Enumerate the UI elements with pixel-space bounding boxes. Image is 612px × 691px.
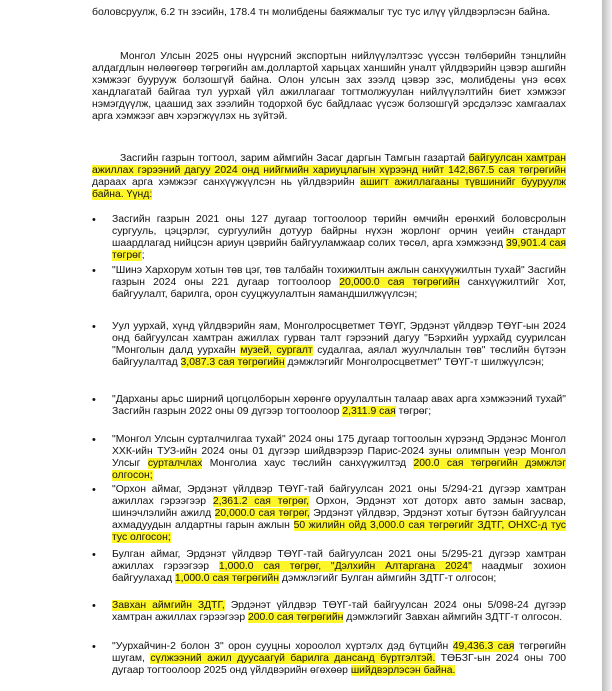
bullet-item: "Шинэ Хархорум хотын төв цэг, төв талбайн тохижилтын ажлын санхүүжилтын тухай" Засгийн газрын 2024 оны 221 дугаар тогтоолоор 20,000.0 сая төгрөгийн санхүүжилтийг Хот, байгуулалт, барилга, орон сууцжуулалтын яамандшилжүүлсэн; — [112, 265, 566, 301]
bullet-item: "Орхон аймаг, Эрдэнэт үйлдвэр ТӨҮГ-тай байгуулсан 2021 оны 5/294-21 дүгээр хамтран ажиллах гэрээгээр 2,361.2 сая төгрөг, Орхон, Эрдэнэт хот доторх авто замын засвар, шинэчлэлийн ажилд 20,000.0 сая төгрөг, Эрдэнэт үйлдвэр, Эрдэнэт хотыг бүтээн байгуулсан ахмадуудын алдартны гарын ажлын 50 жилийн ойд 3,000.0 сая төгрөгийг ЗДТГ, ОНХС-д тус тус олгосон; — [112, 484, 566, 544]
bullet-icon: • — [92, 600, 96, 612]
bullet-item: Засгийн газрын 2021 оны 127 дугаар тогтоолоор төрийн өмчийн ерөнхий боловсролын сургууль, цэцэрлэг, сургуулийн дотуур байрны нүхэн жорлонг орчин үеийн стандарт шаардлагад нийцсэн ариун цэврийн байгууламжаар солих төсөл, арга хэмжээнд 39,901.4 сая төгрөг; — [112, 214, 566, 262]
bullet-icon: • — [92, 434, 96, 446]
bullet-icon: • — [92, 549, 96, 561]
bullet-icon: • — [92, 394, 96, 406]
paragraph-top: боловсруулж, 6.2 тн зэсийн, 178.4 тн молибдены баяжмалыг тус тус илүү үйлдвэрлэсэн байна. — [92, 7, 551, 18]
bullet-item: "Уурхайчин-2 болон 3" орон сууцны хороолол хүртэлх дэд бүтцийн 49,436.3 сая төгрөгийн шугам, сүлжээний ажил дуусаагүй барилга дансанд бүртгэлтэй. ТӨБЗГ-ын 2024 оны 700 дугаар тогтоолоор 2025 онд үйлдвэрийн өгөхөөр шийдвэрлэсэн байна. — [112, 641, 567, 677]
bullet-icon: • — [92, 265, 96, 277]
bullet-item: "Дарханы арьс ширний цогцолборын хөрөнгө оруулалтын талаар авах арга хэмжээний тухай" Засгийн газрын 2022 оны 09 дүгээр тогтоолоор 2,311.9 сая төгрөг; — [112, 394, 566, 418]
bullet-icon: • — [92, 321, 96, 333]
bullet-icon: • — [92, 484, 96, 496]
paragraph-3: Засгийн газрын тогтоол, зарим аймгийн Засаг даргын Тамгын газартай байгуулсан хамтран ажиллах гэрээний дагуу 2024 онд нийгмийн хариуцлагын хүрээнд нийт 142,867.5 сая төгрөгийн дараах арга хэмжээг санхүүжүүлсэн нь үйлдвэрийн ашигт ажиллагааны түвшинийг бууруулж байна. Үүнд: — [92, 153, 566, 201]
bullet-icon: • — [92, 214, 96, 226]
bullet-item: Завхан аймгийн ЗДТГ, Эрдэнэт үйлдвэр ТӨҮГ-тай байгуулсан 2024 оны 5/098-24 дүгээр хамтран ажиллах гэрээгээр 200.0 сая төгрөгийн дэмжлэгийг Завхан аймгийн ЗДТГ-т олгосон. — [112, 600, 566, 624]
page-shadow — [602, 0, 612, 691]
bullet-item: "Монгол Улсын сурталчилгаа тухай" 2024 оны 175 дугаар тогтоолын хүрээнд Эрдэнэс Монгол ХХК-ийн ТУЗ-ийн 2024 оны 01 дүгээр шийдвэрээр Парис-2024 зуны олимпын үеэр Монгол Улсыг сурталчлах Монголиа хаус төслийн санхүүжилтэд 200.0 сая төгрөгийн дэмжлэг олгосон; — [112, 434, 566, 482]
bullet-item: Булган аймаг, Эрдэнэт үйлдвэр ТӨҮГ-тай байгуулсан 2021 оны 5/295-21 дүгээр хамтран ажиллах гэрээгээр 1,000.0 сая төгрөг, "Дэлхийн Алтарганa 2024" наадмыг зохион байгуулахад 1,000.0 сая төгрөгийн дэмжлэгийг Булган аймгийн ЗДТГ-т олгосон; — [112, 549, 566, 585]
paragraph-2: Монгол Улсын 2025 оны нүүрсний экспортын нийлүүлэлтээс үүссэн төлбөрийн тэнцлийн алдагдлын нөлөөгөөр төгрөгийн ам.доллартой харьцах ханшийн уналт үйлдвэрийн цэвэр ашгийн хэмжээг буурууж болзошгүй байна. Олон улсын зах зээлд цэвэр зэс, молибдены үнэ өсөх хандлагатай байгаа тул уурхай үйл ажиллагааг тогтмолжуулан нийлүүлэлтийн биет хэмжээг нэмэгдүүлж, цаашид зах зээлийн тодорхой бус байдлаас үүсэж болзошгүй эрсдэлээс хамгаалах арга хэмжээг авч хэрэгжүүлэх нь зүйтэй. — [92, 51, 566, 123]
bullet-item: Уул уурхай, хүнд үйлдвэрийн яам, Монголросцветмет ТӨҮГ, Эрдэнэт үйлдвэр ТӨҮГ-ын 2024 онд байгуулсан хамтран ажиллах гурван талт гэрээний дагуу "Бэрхийн уурхайд суурилсан "Монголын далд уурхайн музей, сургалт судалгаа, аялал жуулчлалын төв" төслийн бүтээн байгуулалтад 3,087.3 сая төгрөгийн дэмжлэгийг Монголросцветмет" ТӨҮГ-т шилжүүлсэн; — [112, 321, 566, 369]
bullet-icon: • — [92, 641, 96, 653]
